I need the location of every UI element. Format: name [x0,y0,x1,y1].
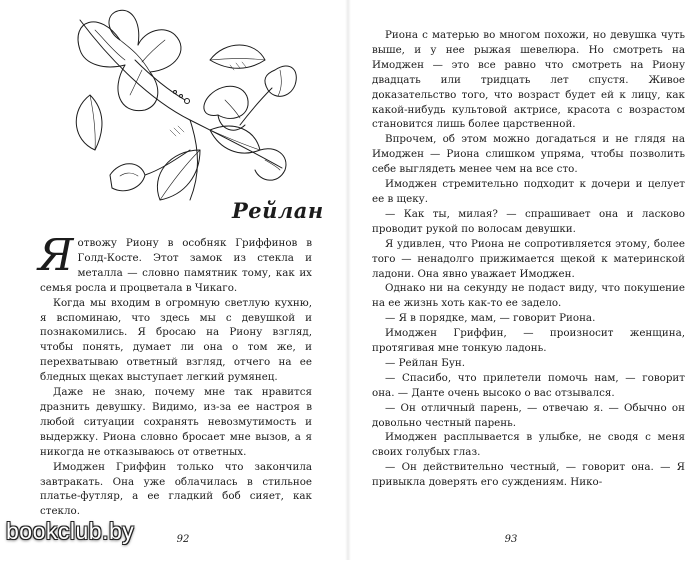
right-page-text [372,28,685,490]
paragraph: — Он действительно честный, — говорит она. — Я привыкла доверять его суждениям. Нико- [372,461,685,489]
paragraph: Имоджен расплывается в улыбке, не сводя с меня своих голубых глаз. [372,431,685,459]
paragraph: Когда мы входим в огромную светлую кухню, я вспоминаю, что здесь мы с девушкой и познакомились. Я бросаю на Риону взгляд, чтобы понять, думает ли она о том же, и перехватываю ответный взгляд, отчего на ее бледных щеках выступает легкий румянец. [40,296,312,384]
paragraph: Имоджен стремительно подходит к дочери и целует ее в щеку. [372,178,685,205]
paragraph: Имоджен Гриффин только что закончила завтракать. Она уже облачилась в стильное платье-футляр, а ее гладкий боб сияет, как стекло. [40,460,312,518]
paragraph: Даже не знаю, почему мне так нравится дразнить девушку. Видимо, из-за ее настроя в любой ситуации сохранять невозмутимость и выдержку. Риона словно бросает мне вызов, а я никогда не отказываюсь от ответных. [40,386,312,458]
page-number-left: 92 [176,534,190,545]
site-watermark: bookclub.by [6,518,135,544]
paragraph: — Рейлан Бун. [385,356,466,369]
book-gutter [345,0,351,560]
paragraph: — Спасибо, что прилетели помочь нам, — говорит она. — Данте очень высоко о вас отзывался. [372,371,685,399]
hibiscus-illustration [50,0,310,215]
paragraph: Впрочем, об этом можно догадаться и не глядя на Имоджен — Риона слишком упряма, чтобы позволить себе выглядеть менее чем на все сто. [372,133,685,176]
paragraph: Имоджен Гриффин, — произносит женщина, протягивая мне тонкую ладонь. [372,327,685,355]
left-page-text [38,230,312,519]
first-paragraph-text: отвожу Риону в особняк Гриффинов в Голд-Косте. Этот замок из стекла и металла — словно памятник тому, как их семья росла и процветала в Чикаго. [40,237,312,294]
drop-cap: Я [38,230,74,281]
paragraph: — Как ты, милая? — спрашивает она и ласково проводит рукой по волосам девушки. [372,207,685,235]
paragraph: Однако ни на секунду не подаст виду, что покушение на ее жизнь хоть как-то ее задело. [372,282,685,310]
paragraph: — Он отличный парень, — отвечаю я. — Обычно он довольно честный парень. [372,401,685,429]
paragraph: — Я в порядке, мам, — говорит Риона. [385,312,596,325]
page-number-right: 93 [504,534,518,545]
first-paragraph [38,230,312,296]
chapter-title: Рейлан [232,198,324,223]
paragraph: Я удивлен, что Риона не сопротивляется этому, более того — ненадолго прижимается щекой к материнской ладони. Она явно уважает Имоджен. [372,237,685,280]
paragraph: Риона с матерью во многом похожи, но девушка чуть выше, и у нее рыжая шевелюра. Но смотреть на Имоджен — это все равно что смотреть на Риону двадцать или тридцать лет спустя. Живое доказательство того, что возраст будет ей к лицу, как какой-нибудь культовой актрисе, красота с возрастом становится лишь более царственной. [372,29,685,131]
